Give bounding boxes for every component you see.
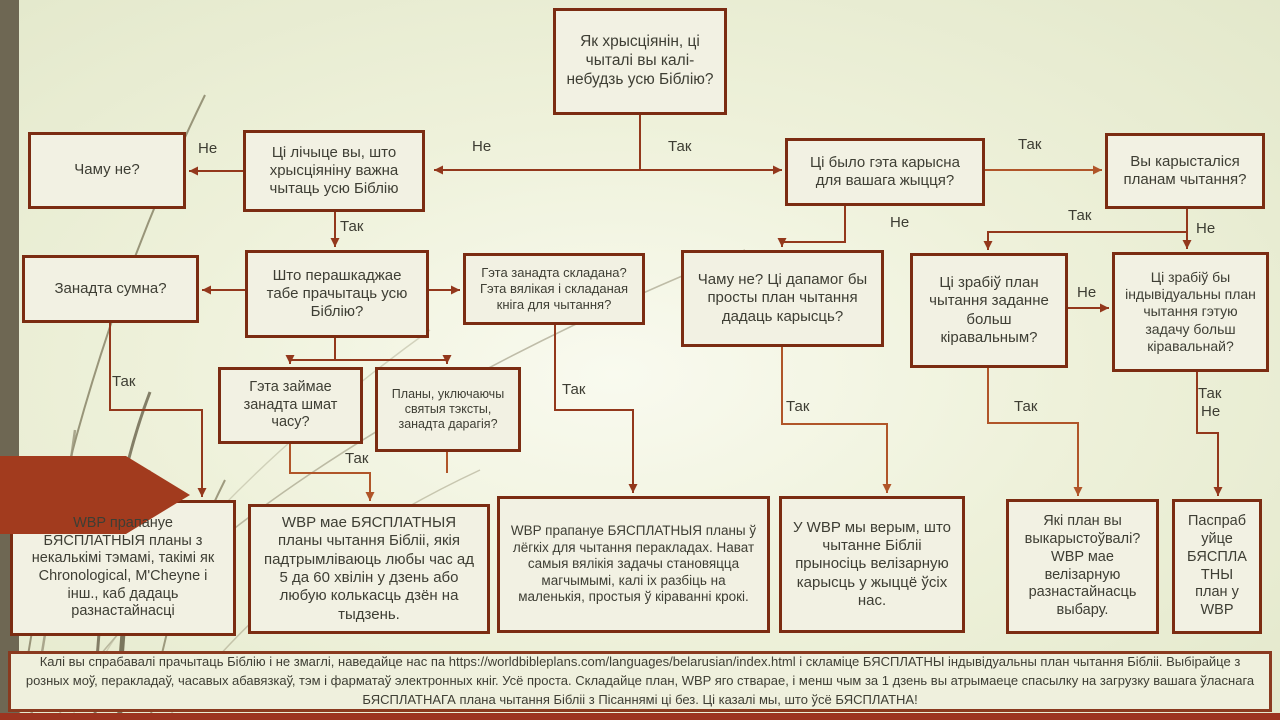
flow-node-q-read-whole-bible <box>553 8 727 115</box>
flow-node-text: WBP прапануе БЯСПЛАТНЫЯ планы з некалькімі тэмамі, такімі як Chronological, M'Cheyne і інш., каб дадаць разнастайнасці <box>31 514 215 620</box>
flow-node-text: Як хрысціянін, ці чыталі вы калі-небудзь усю Біблію? <box>566 33 714 88</box>
flow-node-text: Чаму не? Ці дапамог бы просты план чытання дадаць карысць? <box>697 271 868 325</box>
flow-node-text: Занадта сумна? <box>54 279 167 297</box>
edge-label-yes: Так <box>1014 398 1038 415</box>
flow-node-q-individual-plan <box>1112 252 1269 372</box>
flow-node-too-complex <box>463 253 645 325</box>
edge-label-yes: Так <box>1018 136 1042 153</box>
footer-text: Калі вы спрабавалі прачытаць Біблію і не змаглі, наведайце нас па https://worldbibleplans.com/languages/belarusian/index.html і скламіце БЯСПЛАТНЫ індывідуальны план чытання Бібліі. Выбірайце з розных моў, перакладаў, часавых абавязкаў, тэм і фарматаў электронных кніг. Усё проста. Складайце план, WBP яго стварае, і менш чым за 1 дзень вы атрымаеце спасылку на загрузку вашага ўласнага БЯСПЛАТНАГА плана чытання Бібліі з Пісаннямі ці без. Ці казалі мы, што ўсё БЯСПЛАТНА! <box>25 654 1255 707</box>
flow-node-text: Паспрабуйце БЯСПЛАТНЫ план у WBP <box>1187 513 1247 618</box>
flow-node-text: Ці было гэта карысна для вашага жыцця? <box>810 153 960 189</box>
flow-node-q-simple-plan-help <box>681 250 884 347</box>
flow-node-text: Вы карысталіся планам чытання? <box>1123 152 1247 188</box>
edge-label-yes: Так <box>345 450 369 467</box>
edge-label-yes: Так <box>562 381 586 398</box>
flow-node-which-plan-used <box>1006 499 1159 634</box>
flow-node-try-free-plan <box>1172 499 1262 634</box>
flow-node-text: Гэта займае занадта шмат часу? <box>243 378 338 431</box>
edge-label-yes: Так <box>668 138 692 155</box>
edge-label-no: Не <box>472 138 492 155</box>
flow-node-q-plan-manageable <box>910 253 1068 368</box>
flow-node-too-boring <box>22 255 199 323</box>
flow-node-text: Які план вы выкарыстоўвалі? WBP мае велізарную разнастайнасць выбару. <box>1024 513 1141 618</box>
edge-label-no: Не <box>890 214 910 231</box>
edge-label-no: Не <box>1201 403 1221 420</box>
flow-node-q-important-to-read <box>243 130 425 212</box>
edge-label-no: Не <box>1196 220 1216 237</box>
flow-node-text: Ці зрабіў бы індывідуальны план чытання гэтую задачу больш кіравальнай? <box>1125 269 1256 354</box>
flow-node-text: У WBP мы верым, што чытанне Бібліі прыносіць велізарную карысць у жыццё ўсіх нас. <box>792 518 951 609</box>
edge-label-yes: Так <box>112 373 136 390</box>
flow-node-wbp-easy-translations <box>497 496 770 633</box>
flow-node-text: Ці лічыце вы, што хрысціяніну важна чытаць усю Біблію <box>269 143 399 198</box>
edge-label-yes: Так <box>340 218 364 235</box>
flow-node-wbp-believe <box>779 496 965 633</box>
flow-node-q-was-useful <box>785 138 985 206</box>
flow-node-text: Што перашкаджае табе прачытаць усю Біблію? <box>266 266 408 321</box>
edge-label-yes: Так <box>1198 385 1222 402</box>
flow-node-text: Чаму не? <box>74 161 140 179</box>
flow-node-wbp-themes <box>10 500 236 636</box>
edge-label-yes: Так <box>1068 207 1092 224</box>
flow-node-text: Планы, уключаючы святыя тэксты, занадта дарагія? <box>391 386 505 432</box>
flow-node-plans-too-expensive <box>375 367 521 452</box>
flow-node-text: Гэта занадта складана? Гэта вялікая і складаная кніга для чытання? <box>479 265 629 312</box>
flow-node-text: Ці зрабіў план чытання заданне больш кіравальным? <box>929 273 1049 346</box>
flow-node-text: WBP прапануе БЯСПЛАТНЫЯ планы ў лёгкіх для чытання перакладах. Нават самыя вялікія задачы становяцца магчымымі, калі іх разбіць на маленькія, простыя ў кіраванні крокі. <box>510 523 757 605</box>
flow-node-q-what-prevents <box>245 250 429 338</box>
flow-node-wbp-time-options <box>248 504 490 634</box>
footer-callout-box <box>8 651 1272 712</box>
flow-node-too-much-time <box>218 367 363 444</box>
flow-node-text: WBP мае БЯСПЛАТНЫЯ планы чытання Бібліі, якія падтрымліваюць любы час ад 5 да 60 хвілін у дзень або любую колькасць дзён на тыдзень. <box>263 514 475 623</box>
flow-node-q-used-plan <box>1105 133 1265 209</box>
flow-node-why-not <box>28 132 186 209</box>
edge-label-no: Не <box>198 140 218 157</box>
edge-label-no: Не <box>1077 284 1097 301</box>
edge-label-yes: Так <box>786 398 810 415</box>
bottom-accent-bar <box>0 713 1280 720</box>
